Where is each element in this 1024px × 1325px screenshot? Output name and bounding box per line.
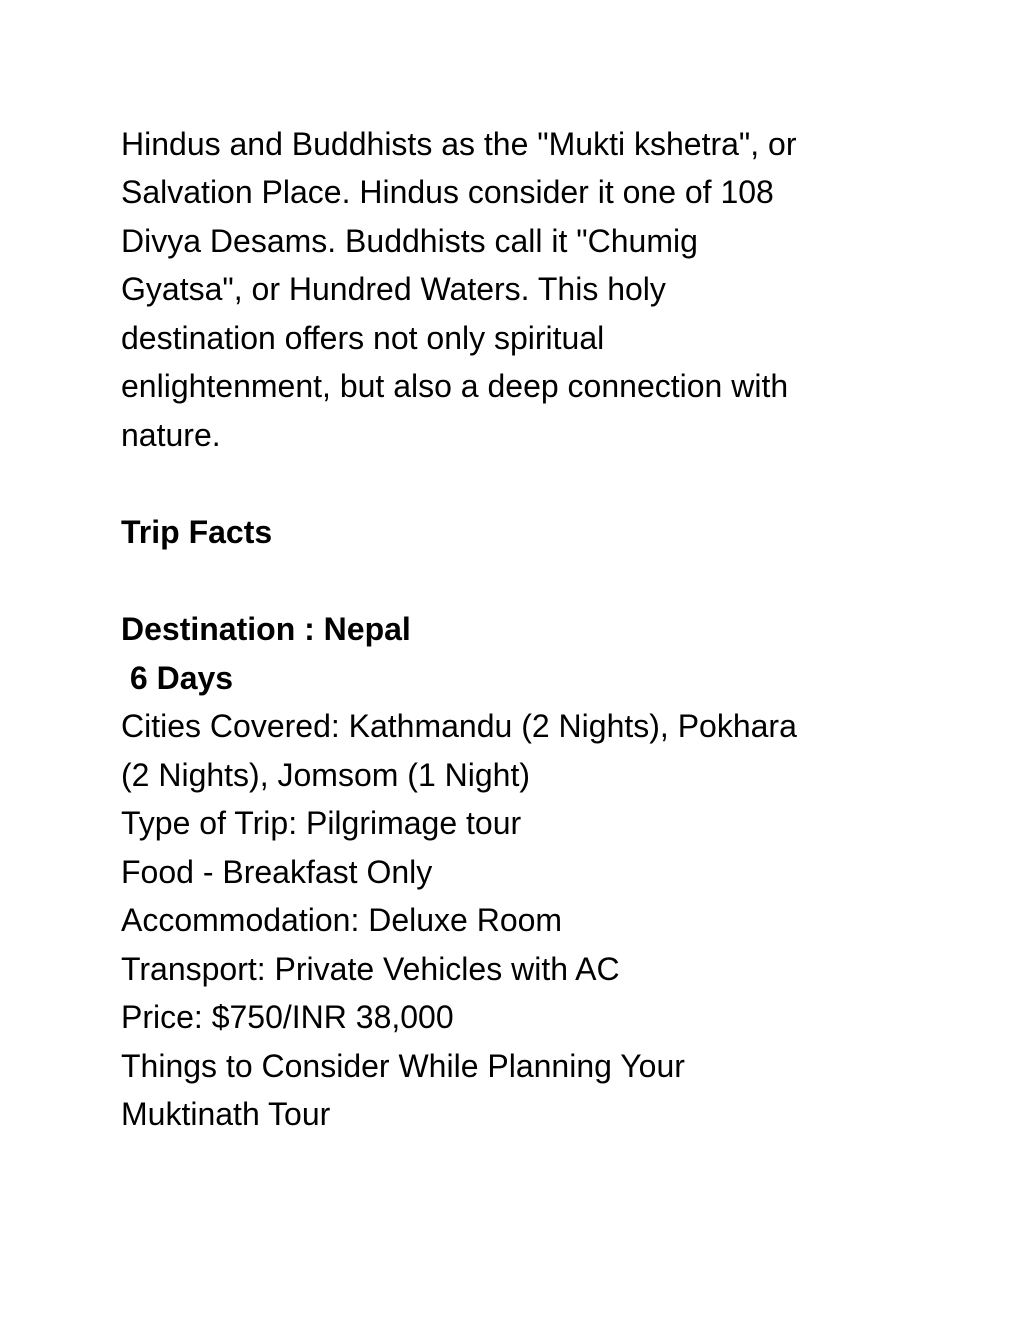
intro-line: Divya Desams. Buddhists call it "Chumig — [121, 223, 698, 259]
fact-line: Muktinath Tour — [121, 1096, 331, 1132]
fact-line: Things to Consider While Planning Your — [121, 1048, 685, 1084]
intro-line: Hindus and Buddhists as the "Mukti kshetra", or — [121, 126, 797, 162]
fact-line: Food - Breakfast Only — [121, 854, 433, 890]
fact-line: (2 Nights), Jomsom (1 Night) — [121, 757, 530, 793]
intro-line: nature. — [121, 417, 221, 453]
fact-line: Cities Covered: Kathmandu (2 Nights), Pokhara — [121, 708, 797, 744]
intro-line: Gyatsa", or Hundred Waters. This holy — [121, 271, 666, 307]
intro-line: Salvation Place. Hindus consider it one of 108 — [121, 174, 774, 210]
section-heading: Trip Facts — [121, 514, 273, 550]
fact-line: Type of Trip: Pilgrimage tour — [121, 805, 522, 841]
fact-line: Transport: Private Vehicles with AC — [121, 951, 620, 987]
duration-label: 6 Days — [121, 660, 234, 696]
fact-line: Accommodation: Deluxe Room — [121, 902, 563, 938]
destination-label: Destination : Nepal — [121, 611, 411, 647]
fact-line: Price: $750/INR 38,000 — [121, 999, 454, 1035]
intro-line: destination offers not only spiritual — [121, 320, 605, 356]
intro-line: enlightenment, but also a deep connection with — [121, 368, 789, 404]
